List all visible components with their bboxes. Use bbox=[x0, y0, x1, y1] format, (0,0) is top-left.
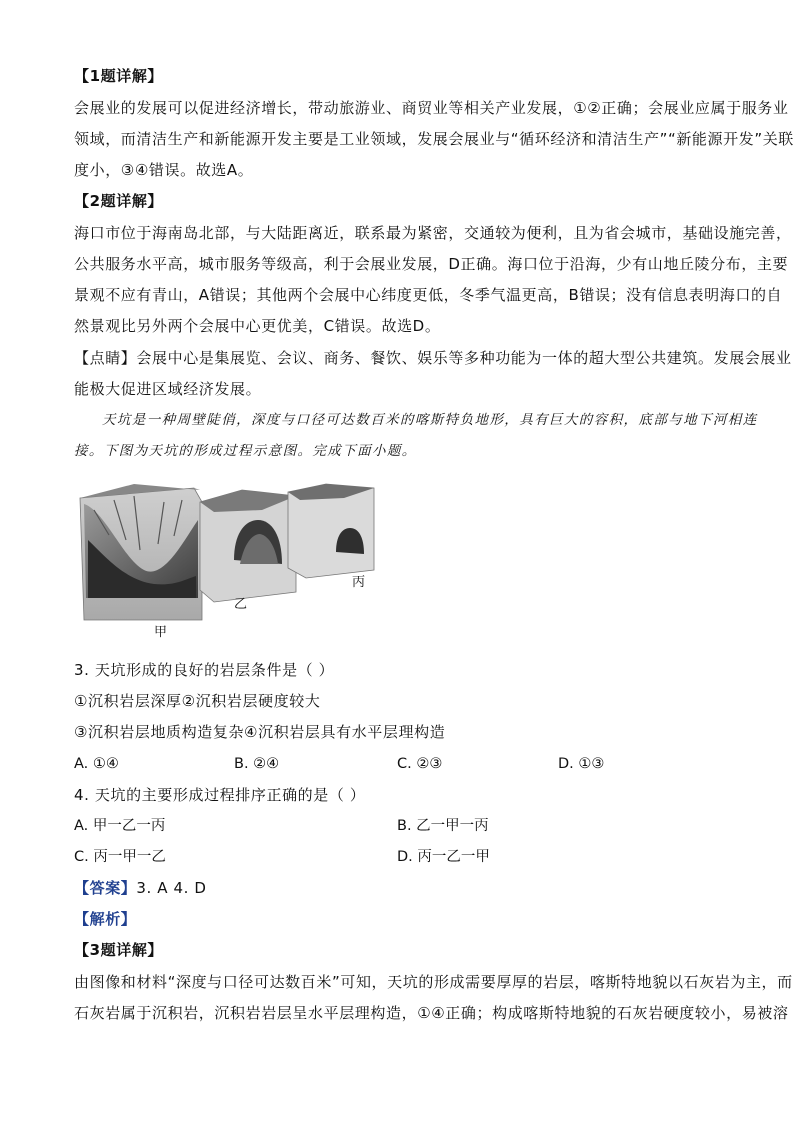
q1-line-2: 领域，而清洁生产和新能源开发主要是工业领域，发展会展业与“循环经济和清洁生产”“新能源开发”关联 bbox=[74, 130, 794, 148]
q1-header: 【1题详解】 bbox=[74, 67, 164, 85]
q4-option-b: B. 乙一甲一丙 bbox=[397, 818, 489, 834]
material-line-2: 接。下图为天坑的形成过程示意图。完成下面小题。 bbox=[74, 443, 417, 459]
analysis-label: 【解析】 bbox=[74, 910, 137, 928]
q2-header: 【2题详解】 bbox=[74, 192, 164, 210]
answer-label: 【答案】 bbox=[74, 879, 137, 897]
q4-option-d: D. 丙一乙一甲 bbox=[397, 849, 490, 865]
answer-row bbox=[74, 878, 207, 898]
block-bing bbox=[288, 484, 374, 578]
label-yi: 乙 bbox=[234, 596, 248, 611]
answer-text: 3. A 4. D bbox=[136, 879, 207, 897]
material-line-1: 天坑是一种周壁陡俏，深度与口径可达数百米的喀斯特负地形，具有巨大的容积，底部与地下河相连 bbox=[102, 412, 758, 428]
tiankeng-figure bbox=[74, 480, 394, 640]
q4-option-a: A. 甲一乙一丙 bbox=[74, 818, 166, 834]
q3-detail-header: 【3题详解】 bbox=[74, 941, 164, 959]
q3-option-c: C. ②③ bbox=[397, 756, 443, 772]
q3-statement-2: ③沉积岩层地质构造复杂④沉积岩层具有水平层理构造 bbox=[74, 723, 446, 741]
q2-line-2: 公共服务水平高，城市服务等级高，利于会展业发展，D正确。海口位于沿海，少有山地丘陵分布，主要 bbox=[74, 255, 789, 273]
label-bing: 丙 bbox=[352, 574, 366, 589]
q3-stem: 3. 天坑形成的良好的岩层条件是（ ） bbox=[74, 661, 335, 679]
q4-option-c: C. 丙一甲一乙 bbox=[74, 849, 166, 865]
q3-option-a: A. ①④ bbox=[74, 756, 119, 772]
q2-line-3: 景观不应有青山，A错误；其他两个会展中心纬度更低，冬季气温更高，B错误；没有信息表明海口的自 bbox=[74, 286, 783, 304]
note-line-2: 能极大促进区域经济发展。 bbox=[74, 380, 262, 398]
label-jia: 甲 bbox=[154, 624, 168, 639]
q3-option-d: D. ①③ bbox=[558, 756, 605, 772]
q1-line-1: 会展业的发展可以促进经济增长，带动旅游业、商贸业等相关产业发展，①②正确；会展业应属于服务业 bbox=[74, 99, 789, 117]
q4-stem: 4. 天坑的主要形成过程排序正确的是（ ） bbox=[74, 786, 366, 804]
q3-statement-1: ①沉积岩层深厚②沉积岩层硬度较大 bbox=[74, 692, 321, 710]
q3-detail-line-1: 由图像和材料“深度与口径可达数百米”可知，天坑的形成需要厚厚的岩层，喀斯特地貌以石灰岩为主，而 bbox=[74, 973, 793, 991]
q2-line-4: 然景观比另外两个会展中心更优美，C错误。故选D。 bbox=[74, 317, 441, 335]
note-line-1: 【点睛】会展中心是集展览、会议、商务、餐饮、娱乐等多种功能为一体的超大型公共建筑。发展会展业 bbox=[74, 349, 792, 367]
block-yi bbox=[200, 490, 296, 602]
q1-line-3: 度小，③④错误。故选A。 bbox=[74, 161, 254, 179]
q3-detail-line-2: 石灰岩属于沉积岩，沉积岩岩层呈水平层理构造，①④正确；构成喀斯特地貌的石灰岩硬度较小，易被溶 bbox=[74, 1004, 789, 1022]
block-jia bbox=[80, 484, 202, 620]
q3-option-b: B. ②④ bbox=[234, 756, 280, 772]
q2-line-1: 海口市位于海南岛北部，与大陆距离近，联系最为紧密，交通较为便利，且为省会城市，基础设施完善， bbox=[74, 224, 792, 242]
